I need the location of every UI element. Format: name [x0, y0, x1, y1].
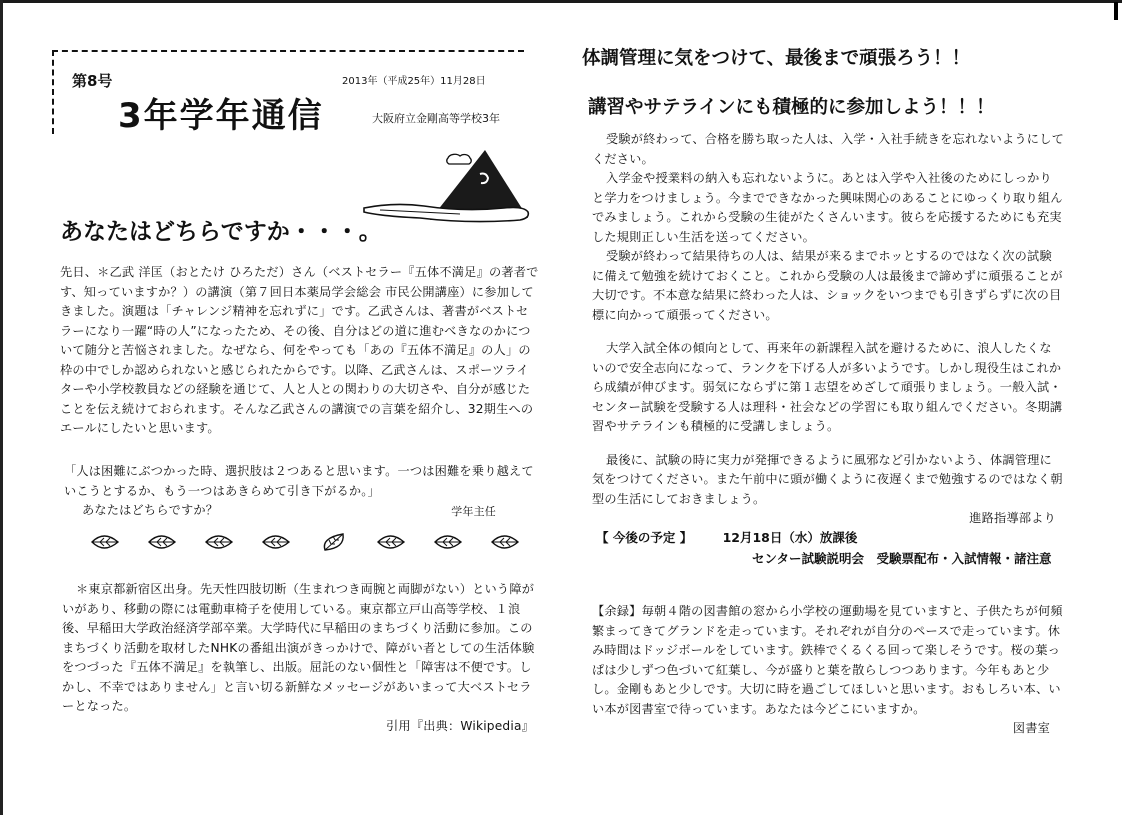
footnote-block [62, 580, 540, 736]
schedule-detail: センター試験説明会 受験票配布・入試情報・諸注意 [752, 551, 1052, 566]
paragraph: 最後に、試験の時に実力が発揮できるように風邪など引かないよう、体調管理に気をつけてください。また午前中に頭が働くように夜遅くまで勉強するのではなく朝型の生活にしておきましょう。 [592, 452, 1063, 506]
leaf-icon [204, 532, 234, 552]
intro-paragraph: 先日、＊乙武 洋匡（おとたけ ひろただ）さん（ベストセラー『五体不満足』の著者です、知っていますか？）の講演（第７回日本薬局学会総会 市民公開講座）に参加してきました。演題は「チャレンジ精神を忘れずに」です。乙武さんは、著書がベストセラーになり一躍“時の人”になったため、その後、自分はどの道に進むべきなのかについて随分と苦悩されました。なぜなら、何をやっても「あの『五体不満足』の人」の枠の中でしか認められないと感じられたからです。以降、乙武さんは、スポーツライターや小学校教員などの経験を通じて、人と人との関わりの大切さや、自分が感じたことを伝え続けておられます。そんな乙武さんの講演での言葉を紹介し、32期生へのエールにしたいと思います。 [60, 265, 539, 435]
quote-block [64, 462, 540, 521]
leaf-icon [147, 532, 177, 552]
footnote-text: ＊東京都新宿区出身。先天性四肢切断（生まれつき両腕と両脚がない）という障がいがあり、移動の際には電動車椅子を使用している。東京都立戸山高等学校、１浪後、早稲田大学政治経済学部卒業。大学時代に早稲田のまちづくり活動に参加。このまちづくり活動を取材したNHKの番組出演がきっかけで、障がい者としての生活体験をつづった『五体不満足』を執筆し、出版。屈託のない個性と「障害は不便です。しかし、不幸ではありません」と言い切る新鮮なメッセージがあいまって大ベストセラーとなった。 [62, 582, 535, 713]
leaf-icon [376, 532, 406, 552]
issue-number: 第8号 [72, 72, 113, 90]
quote-text: 「人は困難にぶつかった時、選択肢は２つあると思います。一つは困難を乗り越えていこうとするか、もう一つはあきらめて引き下がるか。」 [64, 464, 534, 498]
library-signature: 図書室 [1012, 721, 1050, 735]
leaf-icon [490, 532, 520, 552]
paragraph: 入学金や授業料の納入も忘れないように。あとは入学や入社後のためにしっかりと学力をつけましょう。今までできなかった興味関心のあることにゆっくり取り組んでみましょう。これから受験の生徒がたくさんいます。彼らを応援するためにも充実した規則正しい生活を送ってください。 [592, 171, 1063, 244]
school-name: 大阪府立金剛高等学校3年 [372, 112, 500, 125]
scan-edge-top [0, 0, 1122, 3]
right-body [592, 130, 1064, 529]
right-heading-1: 体調管理に気をつけて、最後まで頑張ろう！！ [582, 48, 971, 69]
leaf-decoration-row [90, 532, 520, 562]
schedule-label: 【 今後の予定 】 [596, 530, 693, 545]
leaf-icon [433, 532, 463, 552]
citation: 引用『出典：Wikipedia』 [386, 718, 534, 733]
paragraph: 受験が終わって、合格を勝ち取った人は、入学・入社手続きを忘れないようにしてください。 [592, 132, 1064, 166]
paragraph: 大学入試全体の傾向として、再来年の新課程入試を避けるために、浪人したくないので安全志向になって、ランクを下げる人が多いようです。しかし現役生はこれから成績が伸びます。弱気にならずに第１志望をめざして頑張りましょう。一般入試・センター試験を受験する人は理科・社会などの学習にも取り組んでください。冬期講習やサテラインも積極的に受講しましょう。 [592, 341, 1063, 433]
corner-mark [1114, 2, 1118, 20]
quote-question: あなたはどちらですか？ [82, 503, 219, 517]
newsletter-title: 3年学年通信 [118, 96, 324, 136]
scan-edge-left [0, 0, 3, 815]
advisor-signature: 進路指導部より [969, 511, 1056, 525]
essay-text: 毎朝４階の図書館の窓から小学校の運動場を見ていますと、子供たちが何頻繁まってきてグランドを走っています。それぞれが自分のペースで走っています。休み時間はドッジボールをしています。鉄棒でくるくる回って楽しそうです。桜の葉っぱは少しずつ色づいて紅葉し、今が盛りと葉を散らしつつあります。今年もあと少し。金剛もあと少しです。大切に時を過ごしてほしいと思います。おもしろい本、いい本が図書室で待っています。あなたは今どこにいますか。 [592, 604, 1063, 716]
right-heading-2: 講習やサテラインにも積極的に参加しよう！！！ [588, 97, 995, 118]
schedule-block [596, 527, 1066, 569]
mountain-illustration [360, 140, 550, 230]
paragraph: 受験が終わって結果待ちの人は、結果が来るまでホッとするのではなく次の試験に備えて勉強を続けておくこと。これから受験の人は最後まで諦めずに頑張ることが大切です。不本意な結果に終わった人は、ショックをいつまでも引きずらずに次の目標に向かって頑張ってください。 [592, 249, 1063, 322]
leaf-icon [319, 532, 349, 552]
schedule-date: 12月18日（水）放課後 [722, 530, 858, 545]
quote-signature: 学年主任 [451, 505, 496, 518]
leaf-icon [261, 532, 291, 552]
issue-date: 2013年（平成25年）11月28日 [342, 76, 486, 87]
essay-column [592, 602, 1066, 739]
leaf-icon [90, 532, 120, 552]
essay-label: 【余録】 [592, 604, 642, 618]
section-heading: あなたはどちらですか・・・。 [60, 219, 382, 245]
